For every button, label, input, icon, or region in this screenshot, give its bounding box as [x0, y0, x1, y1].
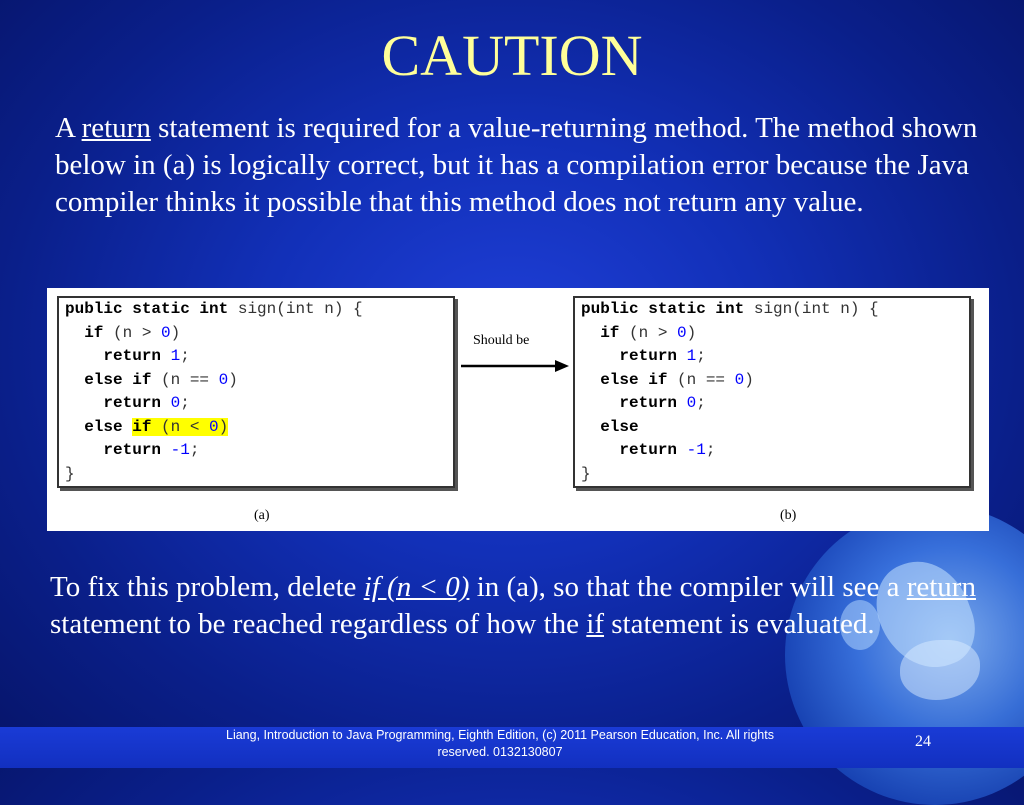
code-keyword: return [103, 441, 162, 459]
code-number: 0 [170, 394, 181, 412]
code-text: (n > [619, 323, 678, 342]
code-number: -1 [686, 441, 706, 459]
code-line [581, 345, 963, 369]
return-keyword: return [81, 112, 151, 144]
intro-text: A [55, 112, 82, 144]
code-keyword: return [619, 441, 678, 459]
code-box-a [57, 296, 455, 488]
code-text: ) [228, 370, 238, 389]
code-line [581, 416, 963, 440]
code-keyword: return [103, 394, 162, 412]
code-line [65, 298, 447, 322]
fix-text: statement to be reached regardless of how the [50, 608, 587, 640]
footer-citation: Liang, Introduction to Java Programming, Eighth Edition, (c) 2011 Pearson Education, Inc. All rights reserved. 0132130807 [226, 728, 774, 759]
code-text: sign(int n) { [228, 300, 363, 318]
code-number: 0 [734, 370, 745, 389]
fix-text: statement is evaluated. [604, 608, 875, 640]
fix-text: in (a), so that the compiler will see a [469, 571, 907, 603]
intro-text: statement is required for a value-returning method. The method shown below in (a) is logically correct, but it has a compilation error because the Java compiler thinks it possible that this method does not return any value. [55, 112, 978, 218]
code-keyword: public static int [581, 300, 745, 318]
code-text: (n == [667, 370, 735, 389]
code-text: ; [180, 394, 190, 412]
code-number: -1 [170, 441, 190, 459]
code-line: } [65, 464, 75, 483]
code-keyword: else if [600, 370, 668, 389]
code-line [65, 392, 447, 416]
slide-title: CAUTION [381, 23, 643, 88]
code-text: ) [744, 370, 754, 389]
code-line [581, 439, 963, 463]
code-keyword: return [103, 347, 162, 365]
code-number: 0 [209, 417, 219, 436]
code-text: (n == [151, 370, 219, 389]
fix-text: To fix this problem, delete [50, 571, 364, 603]
code-number: 0 [218, 370, 229, 389]
caption-b: (b) [780, 508, 797, 523]
code-number: 1 [686, 347, 697, 365]
fix-paragraph [50, 569, 990, 643]
code-line [65, 439, 447, 463]
arrow-right-icon [461, 358, 571, 374]
code-keyword: if [132, 417, 152, 436]
code-keyword: else if [84, 370, 152, 389]
caption-a: (a) [254, 508, 270, 523]
code-box-b [573, 296, 971, 488]
code-line: } [581, 464, 591, 483]
highlighted-condition [132, 418, 228, 436]
code-keyword: if [84, 323, 104, 342]
code-text: ) [170, 323, 181, 342]
code-text: ) [686, 323, 697, 342]
code-comparison-figure [47, 288, 989, 531]
code-keyword: if [600, 323, 620, 342]
if-keyword: if [586, 608, 605, 640]
code-text: ; [705, 441, 716, 459]
code-number: 0 [686, 394, 697, 412]
code-keyword: return [619, 347, 678, 365]
code-text: sign(int n) { [744, 300, 879, 318]
fix-code-inline: if (n < 0) [363, 571, 470, 603]
code-number: 1 [170, 347, 181, 365]
code-line [65, 322, 447, 346]
code-number: 0 [677, 323, 687, 342]
code-text: ; [696, 347, 706, 365]
code-keyword: else [84, 417, 123, 436]
code-line [65, 416, 447, 440]
code-text: ; [696, 394, 706, 412]
code-text: ; [180, 347, 190, 365]
page-number: 24 [915, 733, 931, 750]
code-text: (n > [103, 323, 162, 342]
code-text: ; [189, 441, 200, 459]
code-keyword: public static int [65, 300, 229, 318]
code-line [581, 298, 963, 322]
code-line [581, 392, 963, 416]
code-line [581, 322, 963, 346]
intro-paragraph [55, 110, 995, 221]
arrow-label: Should be [473, 333, 530, 348]
code-line [581, 369, 963, 393]
return-keyword: return [906, 571, 976, 603]
code-keyword: return [619, 394, 678, 412]
code-number: 0 [161, 323, 171, 342]
code-keyword: else [600, 417, 639, 436]
code-text: (n < [151, 417, 210, 436]
code-line [65, 345, 447, 369]
code-text: ) [218, 417, 229, 436]
code-line [65, 369, 447, 393]
